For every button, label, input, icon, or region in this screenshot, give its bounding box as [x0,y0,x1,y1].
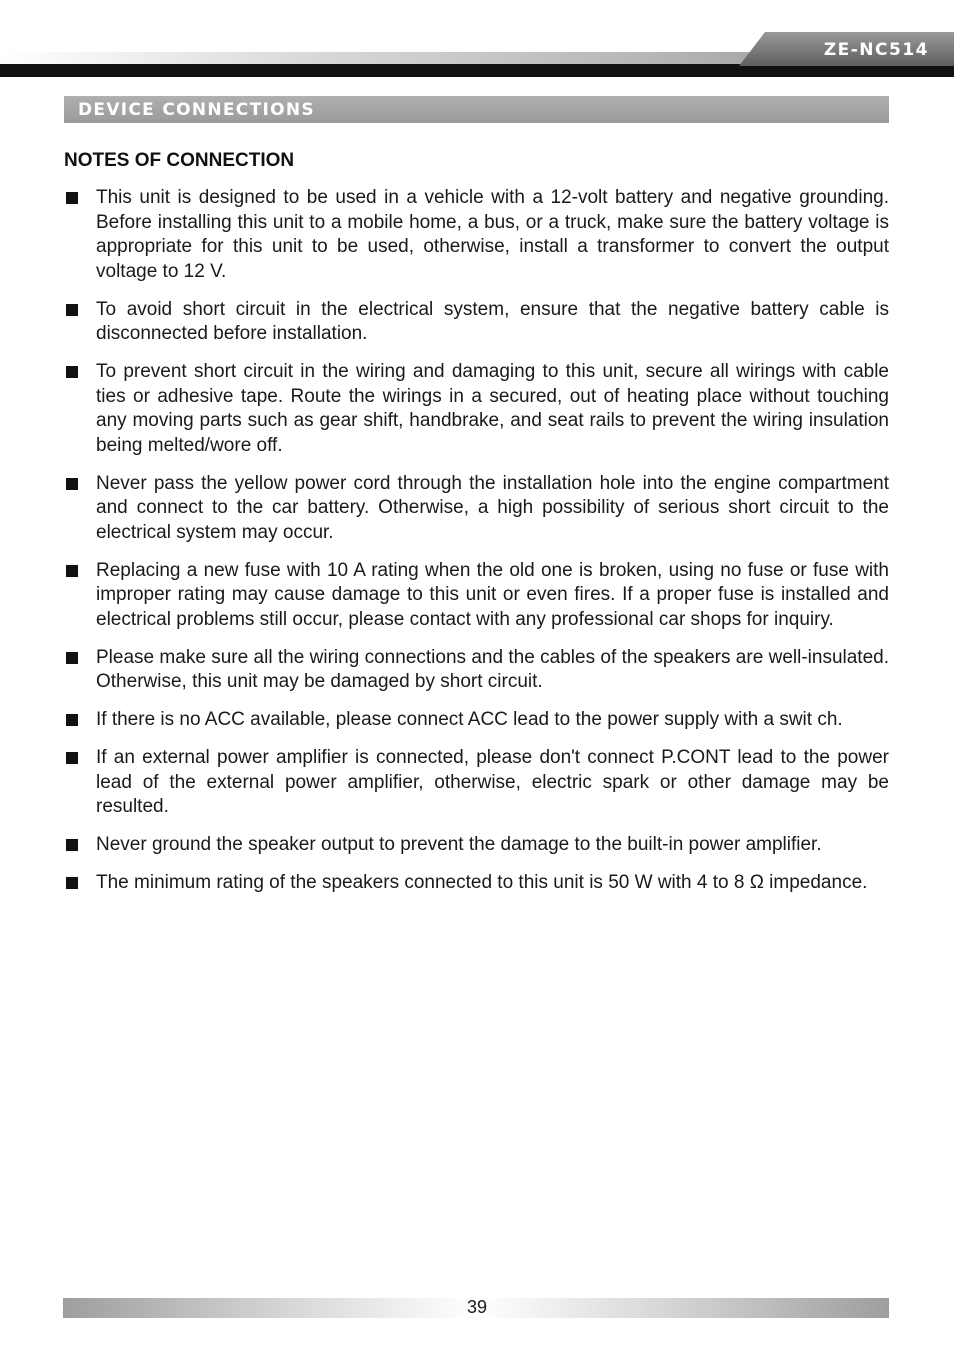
square-bullet-icon [66,839,78,851]
note-text: The minimum rating of the speakers connected to this unit is 50 W with 4 to 8 Ω impedance. [96,872,868,893]
note-text: This unit is designed to be used in a vehicle with a 12-volt battery and negative grounding. Before installing this unit to a mobile home, a bus, or a truck, make sure the battery voltage is appropriate for this unit to be used, otherwise, install a transformer to convert the output voltage to 12 V. [96,187,889,282]
square-bullet-icon [66,652,78,664]
note-item [64,298,889,347]
note-item [64,833,889,858]
note-item [64,559,889,633]
square-bullet-icon [66,752,78,764]
note-item [64,871,889,896]
square-bullet-icon [66,366,78,378]
note-text: Replacing a new fuse with 10 A rating when the old one is broken, using no fuse or fuse with improper rating may cause damage to this unit or even fires. If a proper fuse is installed and electrical problems still occur, please contact with any professional car shops for inquiry. [96,559,889,630]
notes-list [64,186,889,909]
note-text: Never ground the speaker output to prevent the damage to the built-in power amplifier. [96,834,822,855]
note-text: If there is no ACC available, please connect ACC lead to the power supply with a swit ch. [96,709,843,730]
note-text: If an external power amplifier is connected, please don't connect P.CONT lead to the power lead of the external power amplifier, otherwise, electric spark or other damage may be resulted. [96,747,889,817]
square-bullet-icon [66,565,78,577]
section-header [64,96,889,123]
note-item [64,646,889,695]
square-bullet-icon [66,478,78,490]
square-bullet-icon [66,714,78,726]
note-item [64,360,889,458]
note-item [64,186,889,284]
note-item [64,472,889,546]
note-text: Please make sure all the wiring connections and the cables of the speakers are well-insulated. Otherwise, this unit may be damaged by short circuit. [96,646,889,692]
subheading: NOTES OF CONNECTION [64,150,295,171]
model-label: ZE-NC514 [823,40,929,60]
note-item [64,746,889,820]
note-item [64,708,889,733]
section-title: DEVICE CONNECTIONS [78,100,315,120]
note-text: To prevent short circuit in the wiring and damaging to this unit, secure all wirings with cable ties or adhesive tape. Route the wirings in a secured, out of heating place without touching any moving parts such as gear shift, handbrake, and seat rails to prevent the wiring insulation being melted/wore off. [96,361,889,456]
page-number: 39 [466,1297,488,1317]
square-bullet-icon [66,877,78,889]
note-text: Never pass the yellow power cord through the installation hole into the engine compartment and connect to the car battery. Otherwise, a high possibility of serious short circuit to the electrical system may occur. [96,472,889,543]
square-bullet-icon [66,304,78,316]
note-text: To avoid short circuit in the electrical system, ensure that the negative battery cable is disconnected before installation. [96,298,889,344]
square-bullet-icon [66,192,78,204]
